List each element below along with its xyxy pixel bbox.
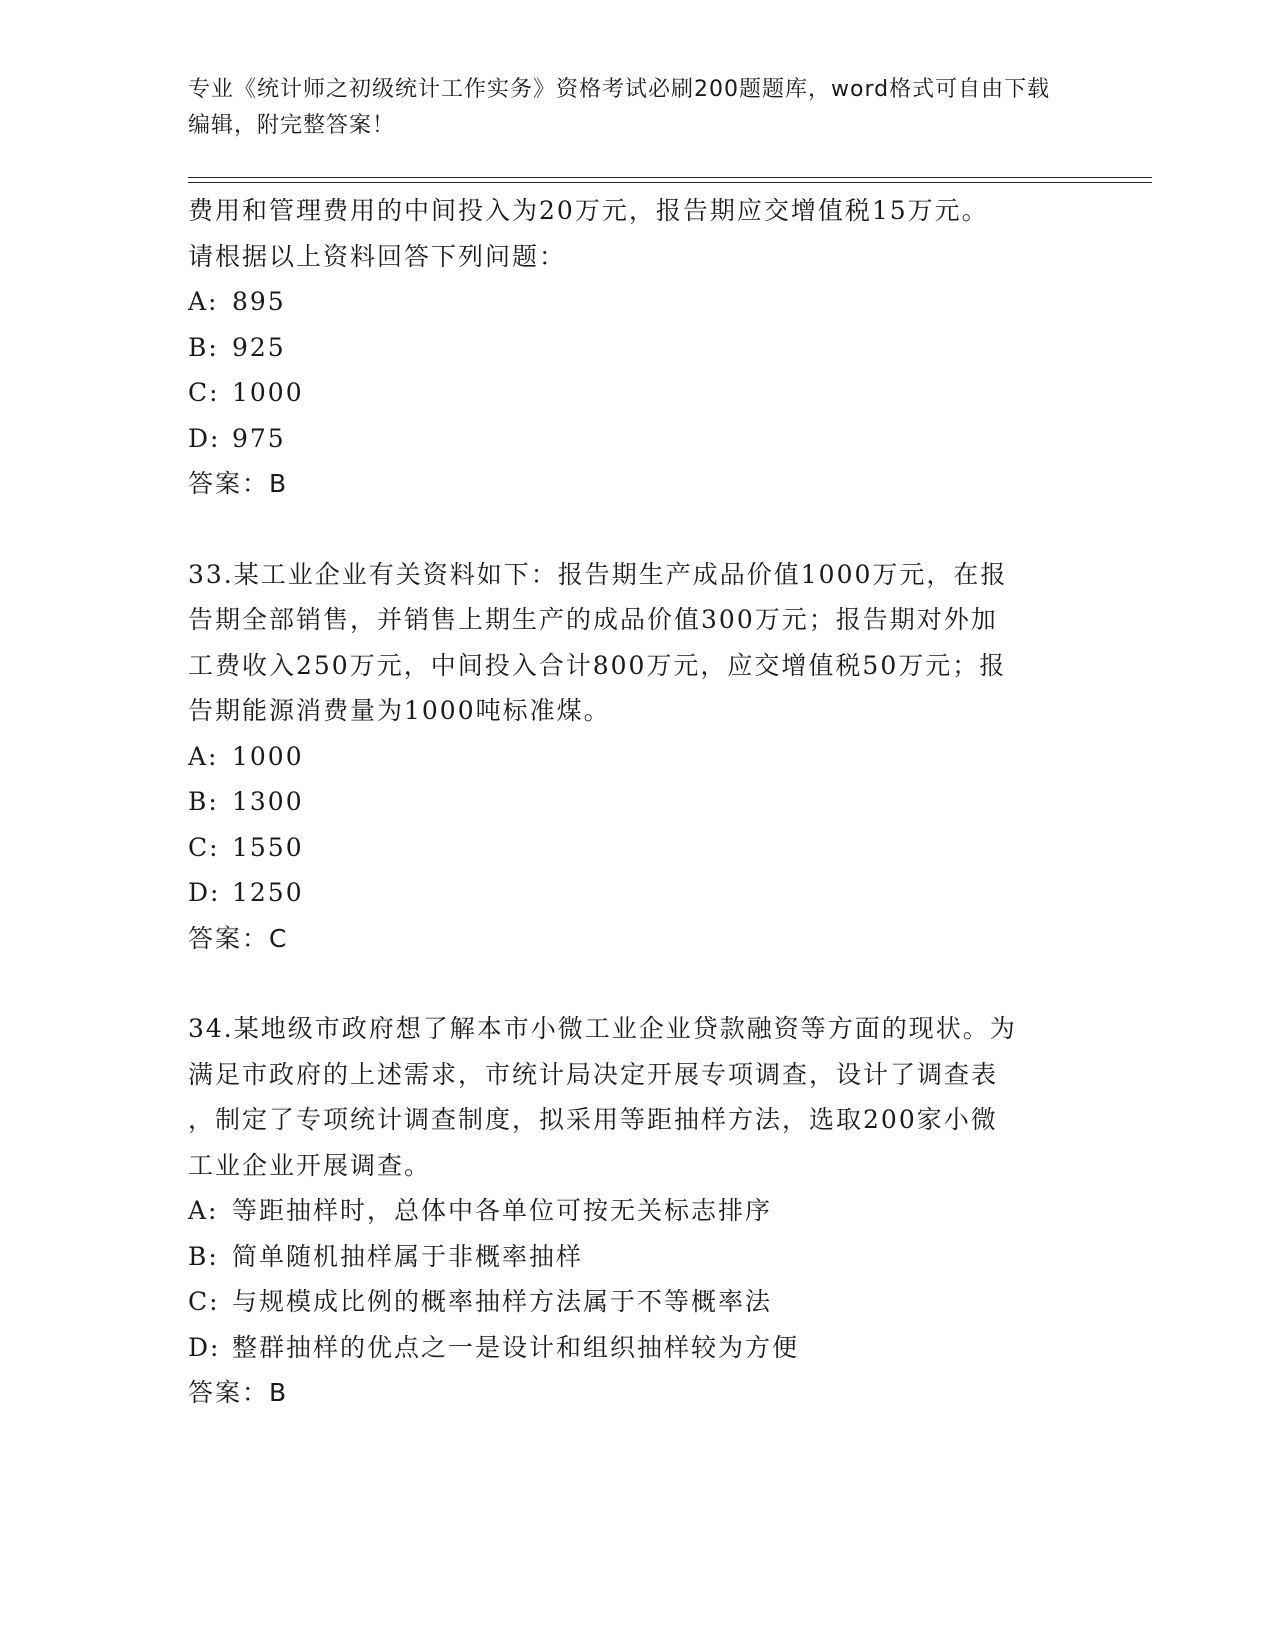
- header-rule-bottom: [188, 182, 1152, 183]
- question-34: [188, 1006, 1088, 1416]
- question-33: [188, 552, 1088, 962]
- option-label: A:: [188, 741, 219, 771]
- option-text: 895: [232, 287, 286, 316]
- option-c: [188, 825, 1088, 871]
- document-header: 专业《统计师之初级统计工作实务》资格考试必刷200题题库，word格式可自由下载编辑，附完整答案！: [188, 77, 1051, 138]
- option-text: 1550: [232, 832, 304, 862]
- option-label: A:: [188, 1196, 219, 1225]
- option-d: [188, 416, 1088, 462]
- question-text-line: ，制定了专项统计调查制度，拟采用等距抽样方法，选取200家小微: [188, 1105, 998, 1134]
- question-text-line: 告期全部销售，并销售上期生产的成品价值300万元；报告期对外加: [188, 605, 998, 634]
- spacer: [188, 507, 1088, 552]
- option-label: D:: [188, 1332, 221, 1362]
- option-label: B:: [188, 1241, 219, 1271]
- option-text: 1000: [232, 741, 304, 771]
- question-text-line: 33.某工业企业有关资料如下：报告期生产成品价值1000万元，在报: [188, 559, 1008, 589]
- option-label: B:: [188, 332, 219, 362]
- option-text: 简单随机抽样属于非概率抽样: [232, 1241, 584, 1271]
- answer-line: 答案：B: [188, 1378, 289, 1407]
- option-text: 925: [232, 332, 286, 362]
- option-text: 1300: [232, 787, 304, 816]
- option-b: [188, 325, 1088, 371]
- question-text-line: 工费收入250万元，中间投入合计800万元，应交增值税50万元；报: [188, 650, 1007, 680]
- option-d: [188, 1325, 1088, 1371]
- option-text: 1250: [232, 878, 304, 907]
- option-label: B:: [188, 787, 219, 816]
- option-text: 与规模成比例的概率抽样方法属于不等概率法: [232, 1287, 773, 1316]
- option-c: [188, 370, 1088, 416]
- option-text: 975: [232, 423, 286, 453]
- question-text-line: 费用和管理费用的中间投入为20万元，报告期应交增值税15万元。: [188, 196, 989, 225]
- answer-line: 答案：B: [188, 469, 289, 498]
- option-label: C:: [188, 1287, 220, 1316]
- spacer: [188, 961, 1088, 1006]
- question-text-line: 请根据以上资料回答下列问题：: [188, 241, 567, 271]
- question-text-line: 满足市政府的上述需求，市统计局决定开展专项调查，设计了调查表: [188, 1059, 999, 1089]
- option-label: D:: [188, 423, 221, 453]
- option-label: A:: [188, 287, 219, 316]
- option-a: [188, 279, 1088, 325]
- option-d: [188, 870, 1088, 916]
- option-b: [188, 779, 1088, 825]
- option-label: C:: [188, 832, 220, 862]
- option-text: 1000: [232, 378, 304, 407]
- question-text-line: 34.某地级市政府想了解本市小微工业企业贷款融资等方面的现状。为: [188, 1014, 1017, 1043]
- header-rule-top: [188, 177, 1152, 178]
- question-text-line: 告期能源消费量为1000吨标准煤。: [188, 696, 611, 725]
- answer-line: 答案：C: [188, 923, 289, 953]
- option-text: 等距抽样时，总体中各单位可按无关标志排序: [232, 1196, 773, 1225]
- question-continued: [188, 188, 1088, 507]
- option-text: 整群抽样的优点之一是设计和组织抽样较为方便: [232, 1332, 800, 1362]
- option-label: D:: [188, 878, 221, 907]
- option-label: C:: [188, 378, 220, 407]
- question-text-line: 工业企业开展调查。: [188, 1150, 432, 1180]
- option-b: [188, 1234, 1088, 1280]
- option-c: [188, 1279, 1088, 1325]
- option-a: [188, 1188, 1088, 1234]
- document-body: [188, 188, 1088, 1416]
- option-a: [188, 734, 1088, 780]
